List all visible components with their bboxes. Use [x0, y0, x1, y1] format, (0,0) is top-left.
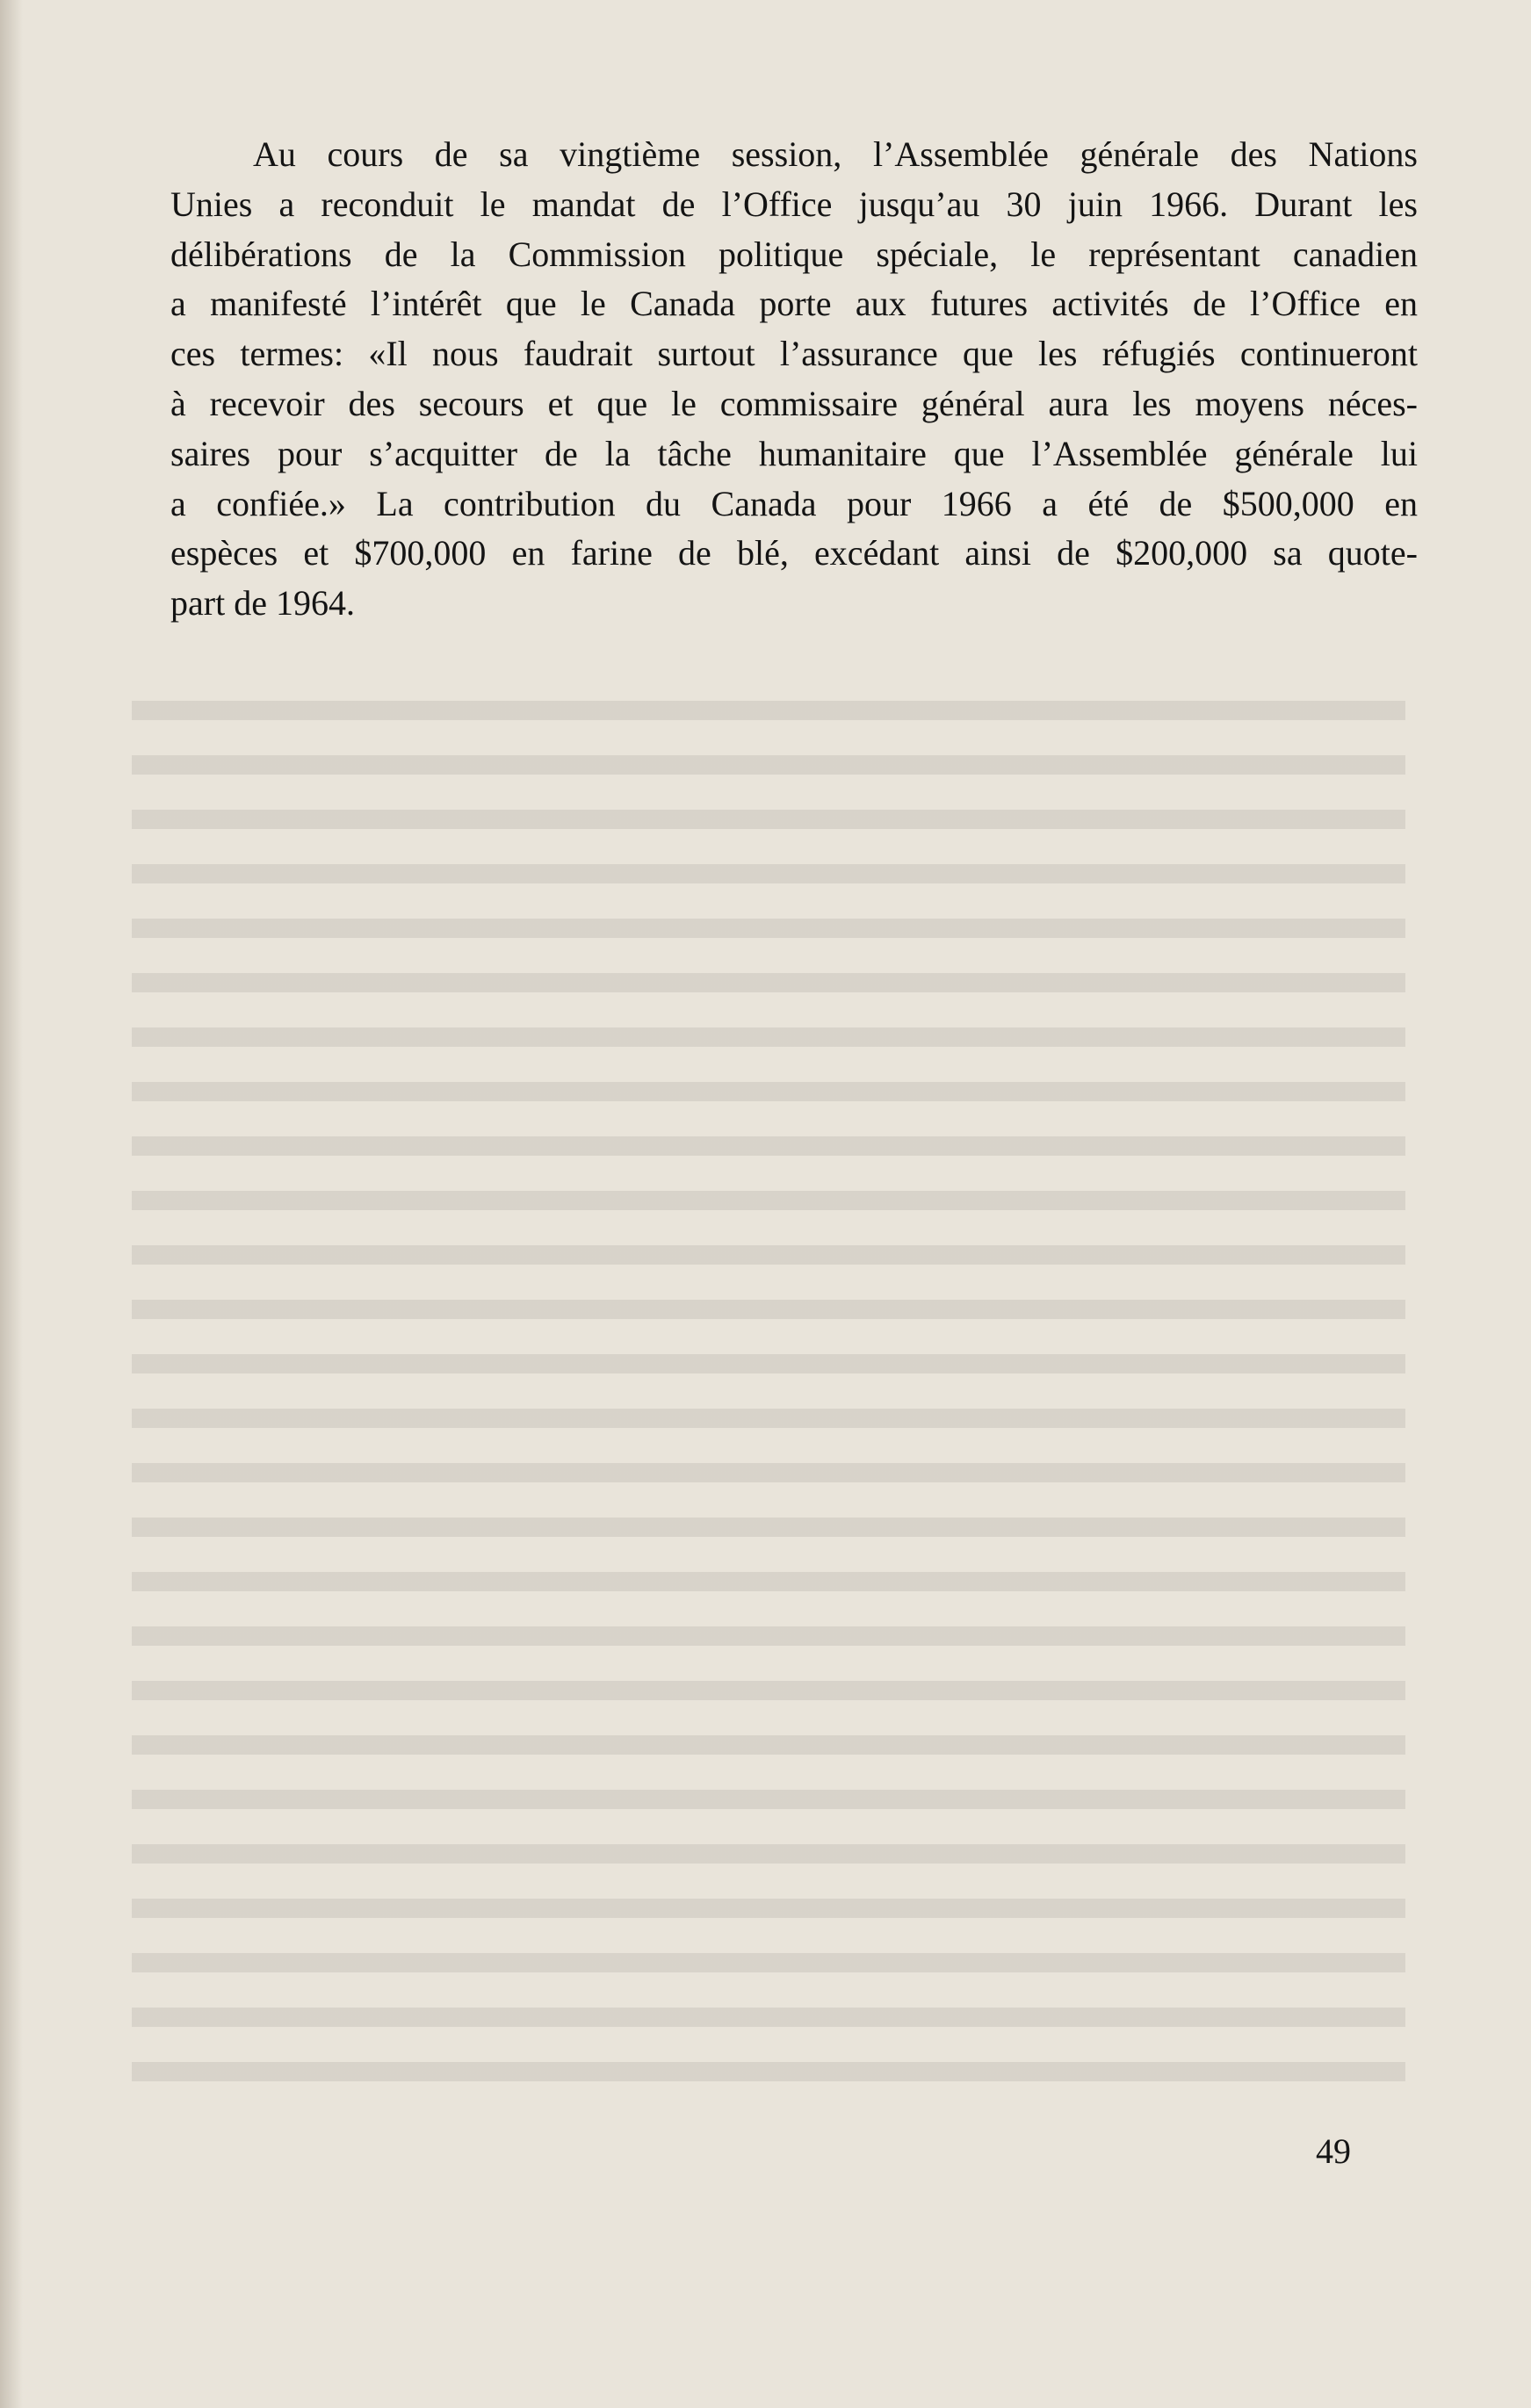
body-paragraph: [170, 130, 1418, 629]
page-number: 49: [1316, 2131, 1351, 2171]
page-edge-shadow: [0, 0, 23, 2408]
bleed-through-texture: [132, 685, 1405, 2090]
paragraph-line: délibérations de la Commission politique spéciale, le représentant canadien: [170, 234, 1418, 274]
paragraph-line: Au cours de sa vingtième session, l’Assemblée générale des Nations: [253, 134, 1418, 174]
paragraph-line: a confiée.» La contribution du Canada pour 1966 a été de $500,000 en: [170, 483, 1418, 523]
paragraph-line: part de 1964.: [170, 583, 355, 624]
paragraph-line: à recevoir des secours et que le commissaire général aura les moyens néces-: [170, 383, 1418, 423]
paragraph-line: saires pour s’acquitter de la tâche humanitaire que l’Assemblée générale lui: [170, 433, 1418, 473]
paragraph-line: ces termes: «Il nous faudrait surtout l’assurance que les réfugiés continueront: [170, 334, 1418, 374]
paragraph-line: Unies a reconduit le mandat de l’Office jusqu’au 30 juin 1966. Durant les: [170, 184, 1418, 224]
paragraph-line: espèces et $700,000 en farine de blé, excédant ainsi de $200,000 sa quote-: [170, 533, 1418, 573]
paragraph-line: a manifesté l’intérêt que le Canada porte aux futures activités de l’Office en: [170, 284, 1418, 324]
